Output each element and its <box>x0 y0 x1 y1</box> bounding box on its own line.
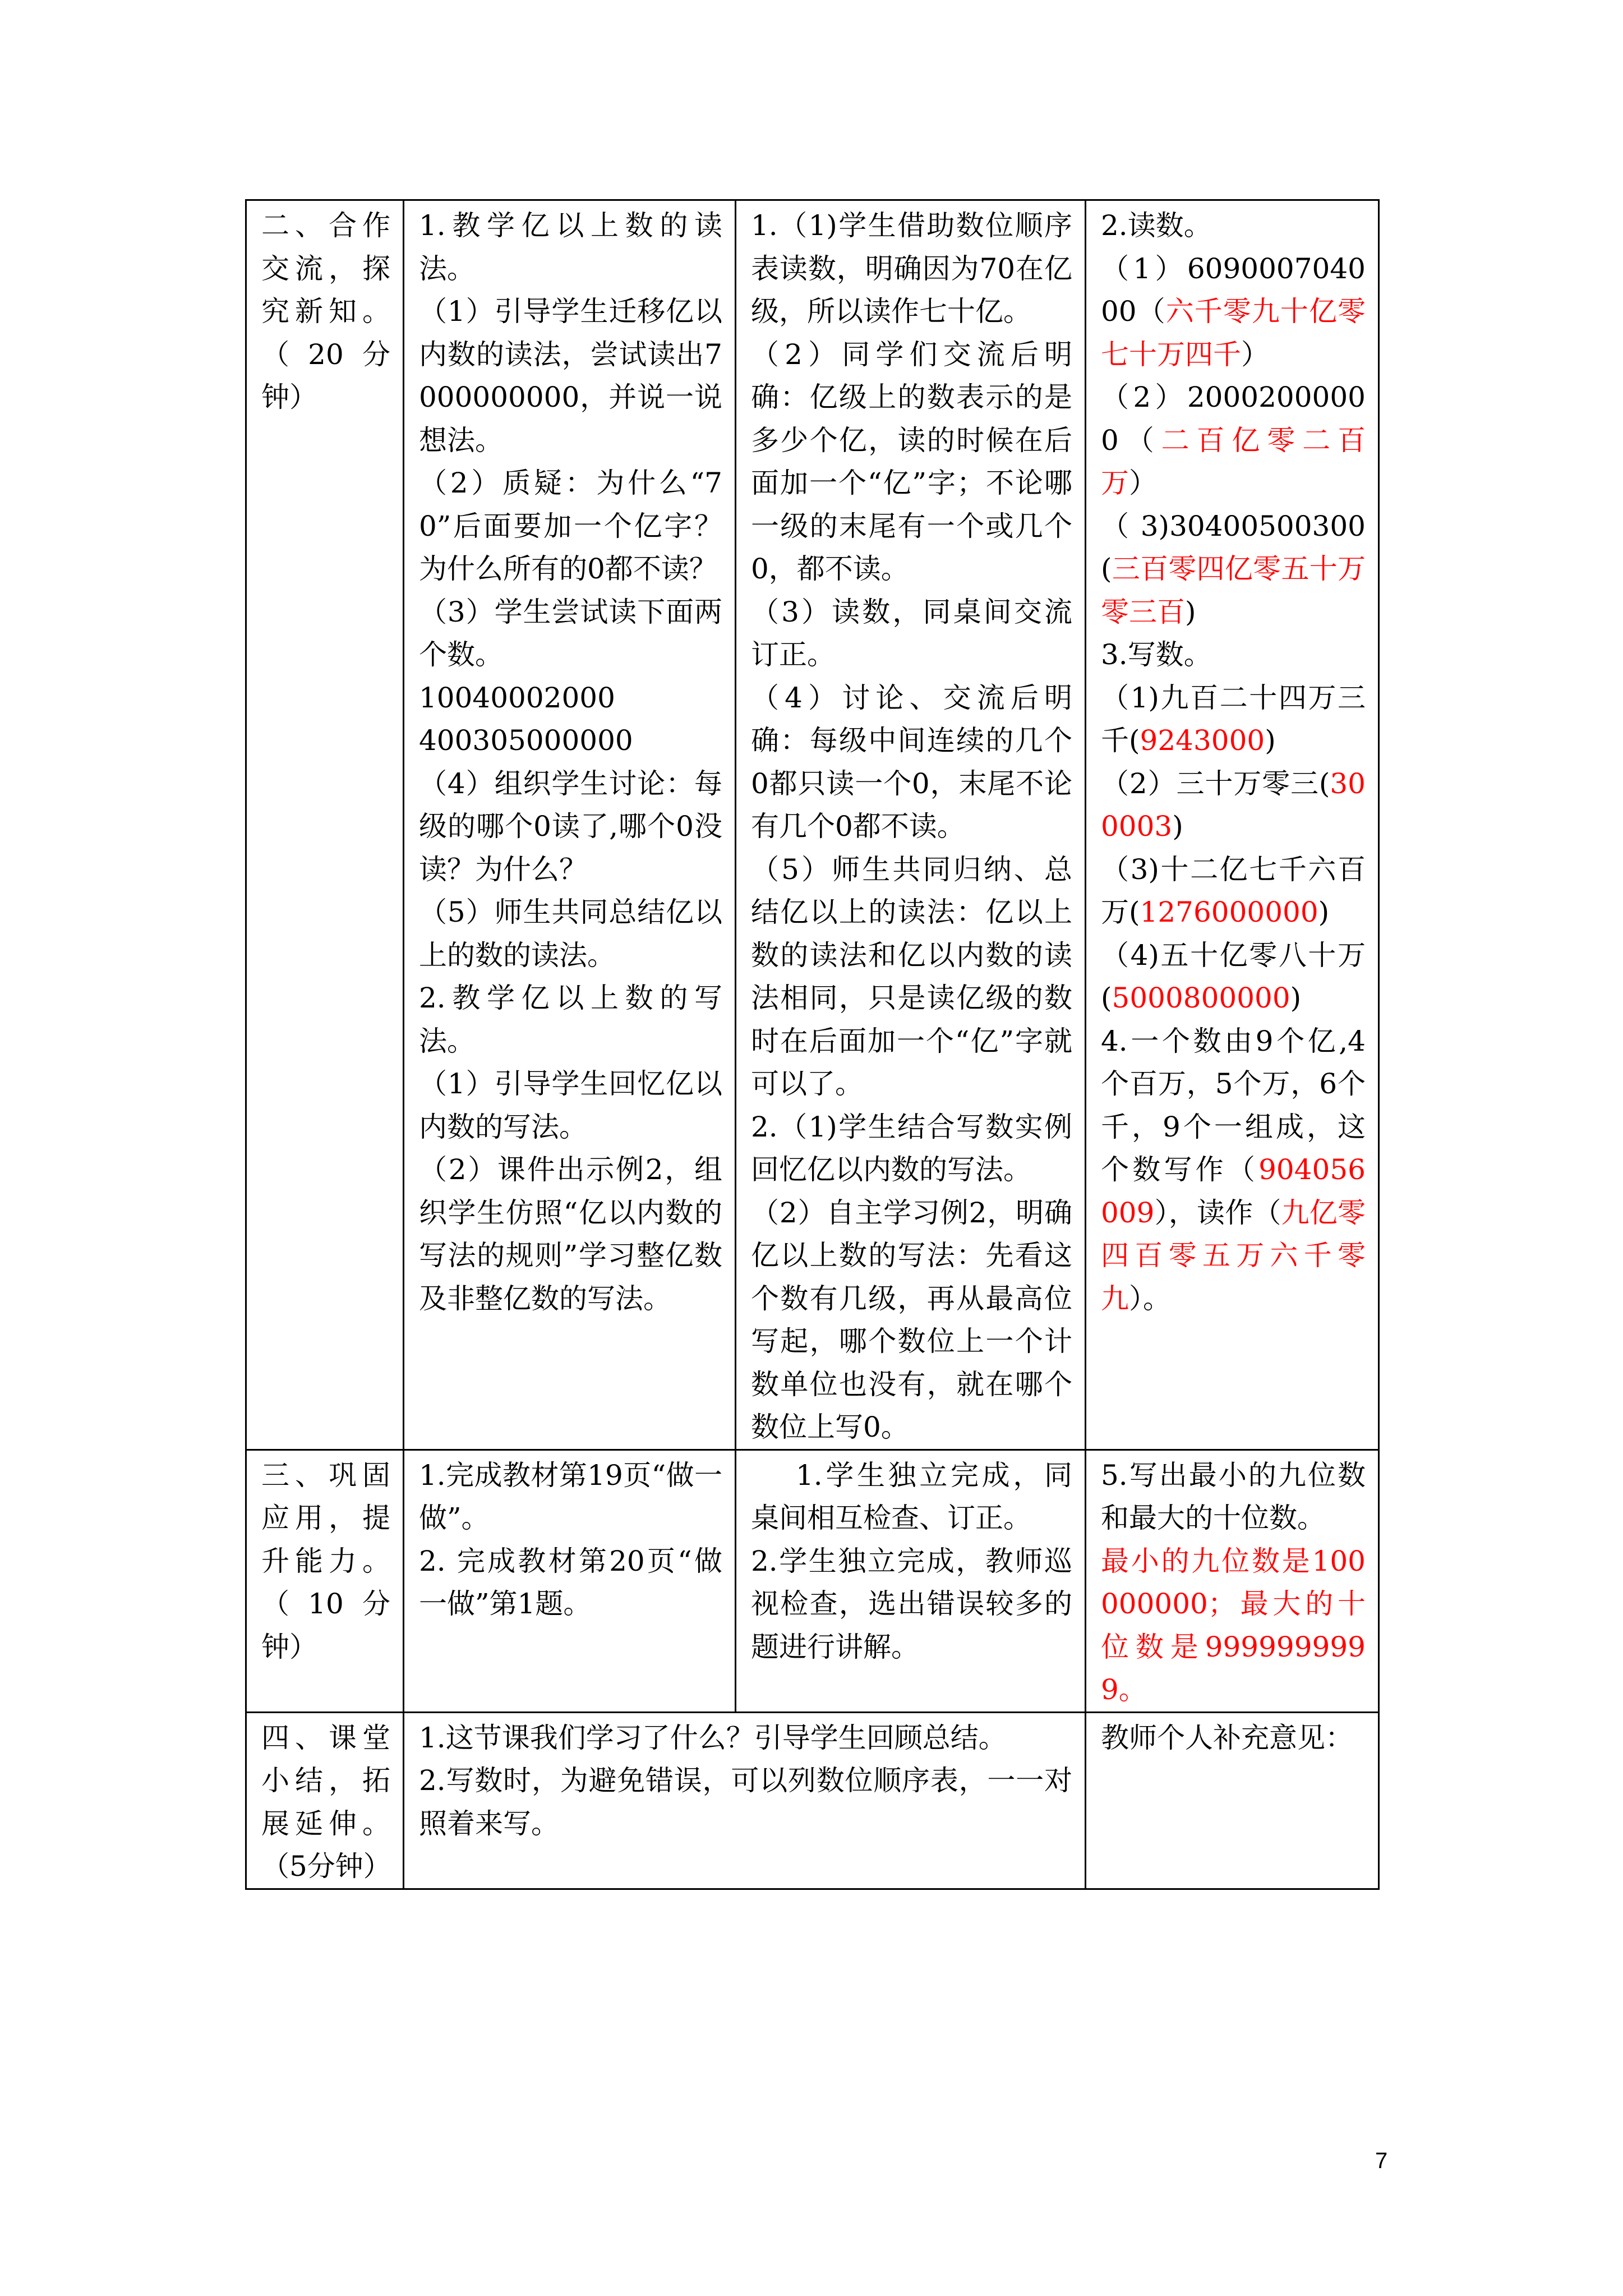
paragraph <box>1101 762 1366 848</box>
paragraph <box>1101 1540 1366 1711</box>
paragraph <box>419 677 722 720</box>
paragraph <box>751 1454 1072 1540</box>
paragraph <box>419 1062 722 1148</box>
paragraph <box>1101 1454 1366 1540</box>
paragraph <box>1101 505 1366 634</box>
paragraph <box>419 1540 722 1626</box>
text-segment: （3)十二亿七千六百万( <box>1101 853 1366 928</box>
answer-text: 300003 <box>1101 767 1366 843</box>
stage-label: 三、巩固应用，提升能力。（10分钟） <box>261 1458 390 1663</box>
paragraph <box>751 848 1072 1106</box>
text-segment: 4.一个数由9个亿,4个百万，5个万，6个千，9个一组成，这个数写作（ <box>1101 1024 1366 1186</box>
text-segment: （2）20002000000（ <box>1101 381 1366 457</box>
lesson-plan-table <box>245 199 1380 1890</box>
text-segment: （5）师生共同归纳、总结亿以上的读法：亿以上数的读法和亿以内数的读法相同，只是读亿级的数时在后面加一个“亿”字就可以了。 <box>751 853 1072 1100</box>
text-segment: （2）同学们交流后明确：亿级上的数表示的是多少个亿，读的时候在后面加一个“亿”字；不论哪一级的末尾有一个或几个0，都不读。 <box>751 338 1072 585</box>
text-segment: （4)五十亿零八十万( <box>1101 938 1366 1014</box>
paragraph <box>419 762 722 891</box>
paragraph <box>419 204 722 290</box>
text-segment: （4）讨论、交流后明确：每级中间连续的几个0都只读一个0，末尾不论有几个0都不读。 <box>751 681 1072 843</box>
paragraph <box>1101 247 1366 376</box>
answer-text: 904056009 <box>1101 1153 1366 1229</box>
paragraph <box>419 719 722 762</box>
text-segment: （3）学生尝试读下面两个数。 <box>419 595 722 671</box>
text-segment: ) <box>1265 724 1276 757</box>
answer-text: 最小的九位数是100000000；最大的十位数是9999999999。 <box>1101 1544 1366 1706</box>
answer-text: 六千零九十亿零七十万四千 <box>1101 295 1366 371</box>
student-activity-cell <box>736 200 1086 1450</box>
paragraph <box>419 977 722 1062</box>
paragraph <box>1101 204 1366 247</box>
paragraph <box>419 290 722 462</box>
paragraph <box>1101 934 1366 1020</box>
text-segment: ）。 <box>1129 1282 1171 1315</box>
text-segment: （2）质疑：为什么“70”后面要加一个亿字？为什么所有的0都不读？ <box>419 467 722 585</box>
teacher-activity-cell <box>404 1450 736 1712</box>
exercise-cell <box>1086 200 1379 1450</box>
text-segment: 400305000000 <box>419 724 633 757</box>
text-segment: （1)九百二十四万三千( <box>1101 681 1366 757</box>
paragraph <box>751 1540 1072 1669</box>
table-row-consolidation <box>246 1450 1379 1712</box>
text-segment: （2）自主学习例2，明确亿以上数的写法：先看这个数有几级，再从最高位写起，哪个数位上一个计数单位也没有，就在哪个数位上写0。 <box>751 1196 1072 1443</box>
text-segment: （2）三十万零三( <box>1101 767 1330 800</box>
page-number: 7 <box>1375 2148 1388 2173</box>
paragraph <box>751 333 1072 591</box>
text-segment: 1.学生独立完成，同桌间相互检查、订正。 <box>751 1458 1072 1534</box>
text-segment: 2.读数。 <box>1101 209 1212 242</box>
paragraph <box>419 891 722 977</box>
paragraph <box>751 677 1072 848</box>
paragraph <box>419 1454 722 1540</box>
text-segment: 1.这节课我们学习了什么？引导学生回顾总结。 <box>419 1721 1007 1754</box>
table-row-cooperation <box>246 200 1379 1450</box>
text-segment: （3）读数，同桌间交流订正。 <box>751 595 1072 671</box>
text-segment: 教师个人补充意见： <box>1101 1721 1353 1754</box>
summary-cell <box>404 1712 1086 1889</box>
paragraph <box>751 591 1072 677</box>
student-activity-cell <box>736 1450 1086 1712</box>
paragraph <box>1101 633 1366 677</box>
paragraph <box>419 591 722 677</box>
text-segment: 3.写数。 <box>1101 638 1212 671</box>
teacher-note-cell <box>1086 1712 1379 1889</box>
table-row-summary <box>246 1712 1379 1889</box>
stage-cell <box>246 200 404 1450</box>
text-segment: 2.写数时，为避免错误，可以列数位顺序表，一一对照着来写。 <box>419 1764 1072 1840</box>
text-segment: 1.教学亿以上数的读法。 <box>419 209 722 285</box>
stage-label: 四、课堂小结，拓展延伸。（5分钟） <box>261 1721 391 1883</box>
stage-cell <box>246 1712 404 1889</box>
paragraph <box>1101 677 1366 762</box>
answer-text: 9243000 <box>1140 724 1265 757</box>
paragraph <box>419 1148 722 1320</box>
paragraph <box>751 1106 1072 1191</box>
paragraph <box>1101 1020 1366 1320</box>
paragraph <box>1101 376 1366 505</box>
text-segment: （1）引导学生迁移亿以内数的读法，尝试读出7000000000，并说一说想法。 <box>419 295 722 457</box>
paragraph <box>751 1191 1072 1449</box>
paragraph <box>419 462 722 591</box>
text-segment: 2. 完成教材第20页“做一做”第1题。 <box>419 1544 722 1620</box>
text-segment: 1.（1)学生借助数位顺序表读数，明确因为70在亿级，所以读作七十亿。 <box>751 209 1072 328</box>
text-segment: （1）引导学生回忆亿以内数的写法。 <box>419 1068 722 1143</box>
text-segment: （5）师生共同总结亿以上的数的读法。 <box>419 896 722 972</box>
text-segment: ) <box>1290 982 1302 1014</box>
text-segment: ） <box>1241 338 1269 371</box>
paragraph <box>1101 848 1366 934</box>
text-segment: （3)30400500300( <box>1101 509 1366 585</box>
text-segment: （4）组织学生讨论：每级的哪个0读了,哪个0没读？为什么？ <box>419 767 722 886</box>
text-segment: （1）609000704000（ <box>1101 252 1366 328</box>
text-segment: ) <box>1318 896 1330 928</box>
text-segment: ) <box>1172 810 1183 843</box>
text-segment: ) <box>1185 595 1196 628</box>
teacher-activity-cell <box>404 200 736 1450</box>
text-segment: ） <box>1129 467 1157 499</box>
text-segment: 1.完成教材第19页“做一做”。 <box>419 1458 722 1534</box>
text-segment: ），读作（ <box>1154 1196 1281 1229</box>
stage-label: 二、合作交流，探究新知。（20分钟） <box>261 209 390 413</box>
paragraph <box>419 1759 1072 1845</box>
stage-cell <box>246 1450 404 1712</box>
text-segment: （2）课件出示例2，组织学生仿照“亿以内数的写法的规则”学习整亿数及非整亿数的写法。 <box>419 1153 722 1315</box>
paragraph <box>1101 1717 1366 1760</box>
answer-text: 5000800000 <box>1112 982 1290 1014</box>
answer-text: 二百亿零二百万 <box>1101 424 1366 499</box>
paragraph <box>419 1717 1072 1760</box>
answer-text: 1276000000 <box>1140 896 1318 928</box>
exercise-cell <box>1086 1450 1379 1712</box>
text-segment: 2.学生独立完成，教师巡视检查，选出错误较多的题进行讲解。 <box>751 1544 1072 1663</box>
text-segment: 2.教学亿以上数的写法。 <box>419 982 722 1057</box>
text-segment: 5.写出最小的九位数和最大的十位数。 <box>1101 1458 1366 1534</box>
text-segment: 2.（1)学生结合写数实例回忆亿以内数的写法。 <box>751 1110 1072 1186</box>
paragraph <box>751 204 1072 333</box>
text-segment: 10040002000 <box>419 681 615 714</box>
answer-text: 三百零四亿零五十万零三百 <box>1101 553 1366 628</box>
answer-text: 九亿零四百零五万六千零九 <box>1101 1196 1366 1315</box>
